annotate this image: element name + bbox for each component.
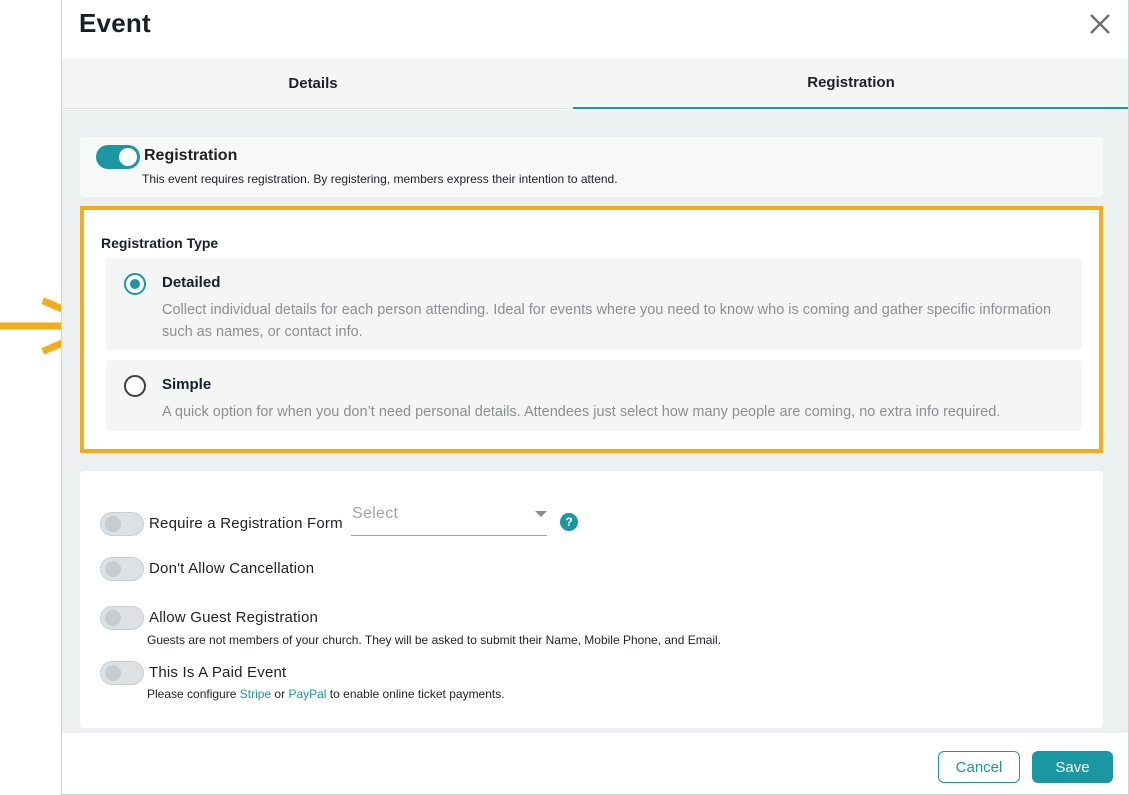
option-detailed-description: Collect individual details for each person attending. Ideal for events where you need to know who is coming and gather specific information such as names, or contact info. bbox=[162, 302, 1052, 340]
option-simple-description: A quick option for when you don’t need personal details. Attendees just select how many people are coming, no extra info required. bbox=[162, 404, 1001, 420]
paid-desc-prefix: Please configure bbox=[147, 687, 240, 701]
toggle-knob bbox=[105, 610, 121, 626]
cancel-button[interactable]: Cancel bbox=[938, 751, 1020, 783]
paid-desc-suffix: to enable online ticket payments. bbox=[326, 687, 505, 701]
stripe-link[interactable]: Stripe bbox=[239, 687, 272, 701]
registration-type-box bbox=[80, 206, 1103, 453]
no-cancellation-label: Don't Allow Cancellation bbox=[149, 560, 315, 577]
radio-detailed[interactable] bbox=[124, 273, 146, 295]
toggle-knob bbox=[105, 561, 121, 577]
toggle-knob bbox=[119, 148, 137, 166]
toggle-knob bbox=[105, 516, 121, 532]
close-icon[interactable] bbox=[1088, 12, 1112, 36]
tab-registration[interactable]: Registration bbox=[573, 58, 1129, 109]
require-form-label: Require a Registration Form bbox=[149, 515, 343, 532]
question-icon[interactable]: ? bbox=[560, 513, 578, 531]
option-simple-title: Simple bbox=[162, 376, 212, 393]
event-dialog bbox=[61, 0, 1129, 795]
guest-registration-toggle[interactable] bbox=[100, 606, 144, 630]
require-form-toggle[interactable] bbox=[100, 512, 144, 536]
registration-title: Registration bbox=[144, 147, 238, 164]
guest-registration-label: Allow Guest Registration bbox=[149, 609, 319, 626]
no-cancellation-toggle[interactable] bbox=[100, 557, 144, 581]
select-placeholder: Select bbox=[352, 505, 399, 522]
registration-toggle[interactable] bbox=[96, 145, 140, 169]
dialog-title: Event bbox=[79, 8, 151, 38]
registration-type-label: Registration Type bbox=[101, 235, 219, 251]
paid-event-toggle[interactable] bbox=[100, 661, 144, 685]
paid-event-description bbox=[147, 687, 505, 701]
option-detailed-title: Detailed bbox=[162, 274, 221, 291]
dialog-header bbox=[62, 0, 1128, 58]
registration-form-select[interactable] bbox=[351, 501, 547, 536]
save-button[interactable]: Save bbox=[1032, 751, 1113, 783]
paid-event-label: This Is A Paid Event bbox=[149, 664, 287, 681]
registration-settings bbox=[80, 471, 1103, 728]
radio-simple[interactable] bbox=[124, 375, 146, 397]
dialog-footer bbox=[62, 733, 1128, 795]
tab-bar bbox=[62, 58, 1128, 109]
registration-description: This event requires registration. By registering, members express their intention to attend. bbox=[142, 172, 618, 186]
toggle-knob bbox=[105, 665, 121, 681]
registration-section bbox=[80, 137, 1103, 197]
option-simple[interactable] bbox=[106, 360, 1082, 431]
paid-desc-or: or bbox=[271, 687, 289, 701]
guest-registration-description: Guests are not members of your church. They will be asked to submit their Name, Mobile Phone, and Email. bbox=[147, 633, 722, 647]
chevron-down-icon bbox=[535, 511, 547, 517]
dialog-body bbox=[62, 110, 1128, 733]
tab-details[interactable]: Details bbox=[288, 75, 338, 92]
option-detailed[interactable] bbox=[106, 258, 1082, 350]
paypal-link[interactable]: PayPal bbox=[288, 687, 327, 701]
